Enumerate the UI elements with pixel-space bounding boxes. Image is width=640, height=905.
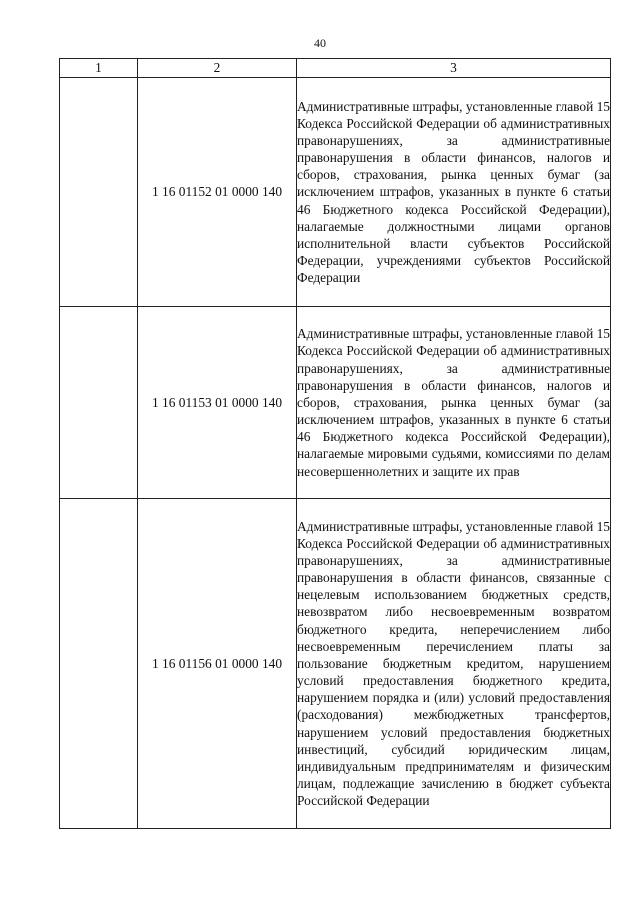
classification-code-cell — [138, 78, 297, 307]
row-number-cell — [60, 307, 138, 499]
column-header-3: 3 — [297, 59, 611, 78]
classification-code: 1 16 01153 01 0000 140 — [151, 394, 283, 410]
classification-code-cell — [138, 307, 297, 499]
budget-classification-table — [59, 58, 611, 829]
table-row — [60, 499, 611, 829]
classification-code-cell — [138, 499, 297, 829]
classification-code: 1 16 01156 01 0000 140 — [151, 655, 283, 671]
row-number-cell — [60, 499, 138, 829]
description-cell: Административные штрафы, установленные главой 15 Кодекса Российской Федерации об административных правонарушениях, за административные правонарушения в области финансов, налогов и сборов, страхования, рынка ценных бумаг (за исключением штрафов, указанных в пункте 6 статьи 46 Бюджетного кодекса Российской Федерации), налагаемые мировыми судьями, комиссиями по делам несовершеннолетних и защите их прав — [297, 307, 611, 499]
column-header-1: 1 — [60, 59, 138, 78]
description-cell: Административные штрафы, установленные главой 15 Кодекса Российской Федерации об административных правонарушениях, за административные правонарушения в области финансов, связанные с нецелевым использованием бюджетных средств, невозвратом либо несвоевременным возвратом бюджетного кредита, неперечислением либо несвоевременным перечислением платы за пользование бюджетным кредитом, нарушением условий предоставления бюджетного кредита, нарушением порядка и (или) условий предоставления (расходования) межбюджетных трансфертов, нарушением условий предоставления бюджетных инвестиций, субсидий юридическим лицам, индивидуальным предпринимателям и физическим лицам, подлежащие зачислению в бюджет субъекта Российской Федерации — [297, 499, 611, 829]
description-cell: Административные штрафы, установленные главой 15 Кодекса Российской Федерации об административных правонарушениях, за административные правонарушения в области финансов, налогов и сборов, страхования, рынка ценных бумаг (за исключением штрафов, указанных в пункте 6 статьи 46 Бюджетного кодекса Российской Федерации), налагаемые должностными лицами органов исполнительной власти субъектов Российской Федерации, учреждениями субъектов Российской Федерации — [297, 78, 611, 307]
table-header-row — [60, 59, 611, 78]
classification-code: 1 16 01152 01 0000 140 — [151, 184, 283, 199]
row-number-cell — [60, 78, 138, 307]
column-header-2: 2 — [138, 59, 297, 78]
table-row — [60, 307, 611, 499]
table-row — [60, 78, 611, 307]
page-number: 40 — [314, 36, 326, 50]
